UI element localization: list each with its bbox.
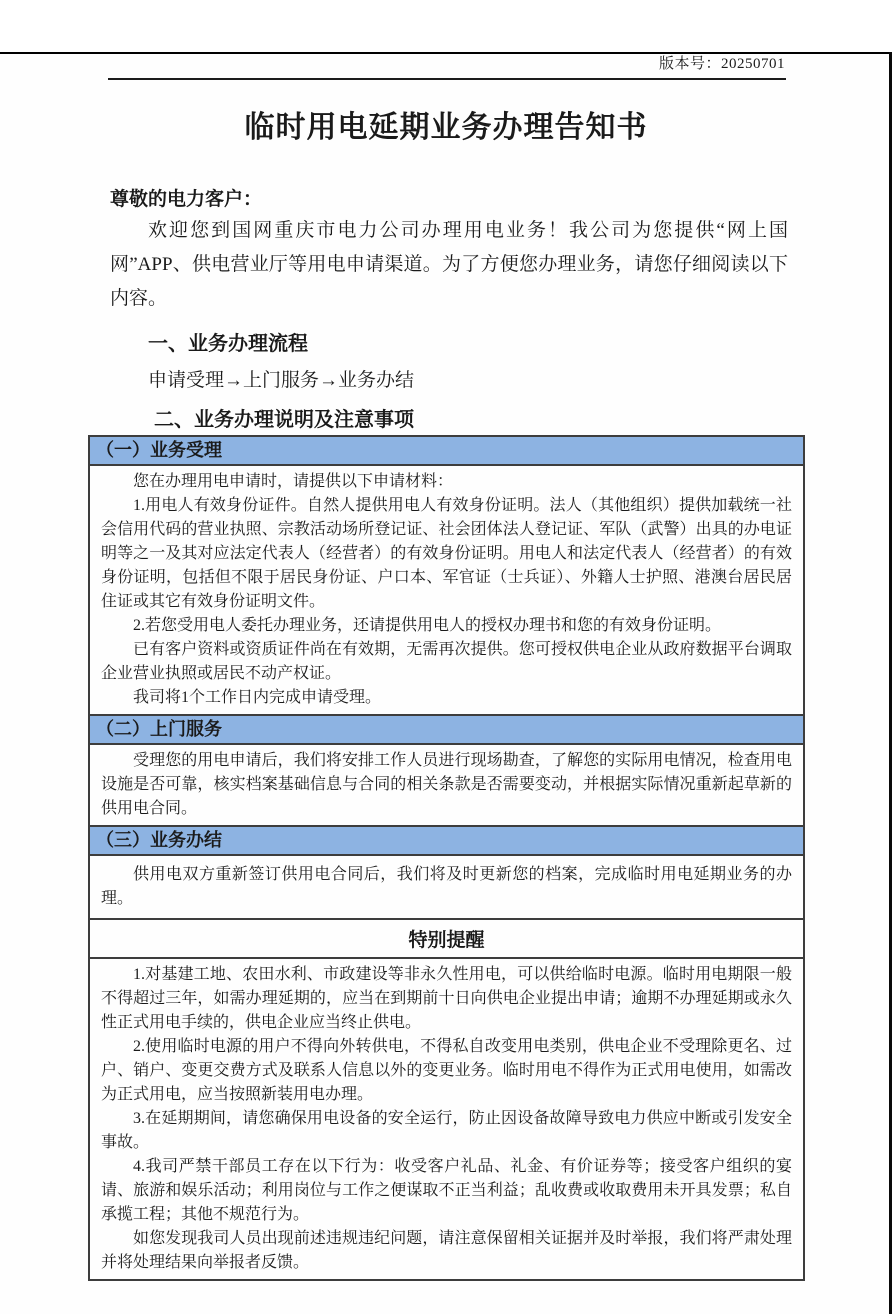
notice-table xyxy=(88,435,805,1281)
paragraph: 4.我司严禁干部员工存在以下行为：收受客户礼品、礼金、有价证券等；接受客户组织的宴请、旅游和娱乐活动；利用岗位与工作之便谋取不正当利益；乱收费或收取费用未开具发票；私自承揽工程；其他不规范行为。 xyxy=(101,1158,792,1223)
paragraph: 2.使用临时电源的用户不得向外转供电，不得私自改变用电类别，供电企业不受理除更名、过户、销户、变更交费方式及联系人信息以外的变更业务。临时用电不得作为正式用电使用，如需改为正式用电，应当按照新装用电办理。 xyxy=(101,1038,792,1103)
section-body-acceptance xyxy=(90,466,803,716)
paragraph: 3.在延期期间，请您确保用电设备的安全运行，防止因设备故障导致电力供应中断或引发安全事故。 xyxy=(101,1110,792,1151)
paragraph: 如您发现我司人员出现前述违规违纪问题，请注意保留相关证据并及时举报，我们将严肃处理并将处理结果向举报者反馈。 xyxy=(101,1230,792,1271)
paragraph: 2.若您受用电人委托办理业务，还请提供用电人的授权办理书和您的有效身份证明。 xyxy=(133,617,722,634)
section-body-completion xyxy=(90,856,803,920)
section-header-completion: （三）业务办结 xyxy=(90,827,803,856)
section-header-acceptance: （一）业务受理 xyxy=(90,437,803,466)
paragraph: 您在办理用电申请时，请提供以下申请材料： xyxy=(133,473,454,490)
special-notice-body xyxy=(90,959,803,1279)
process-flow-text: 申请受理→上门服务→业务办结 xyxy=(148,370,415,391)
paragraph: 1.用电人有效身份证件。自然人提供用电人有效身份证明。法人（其他组织）提供加载统一社会信用代码的营业执照、宗教活动场所登记证、社会团体法人登记证、军队（武警）出具的办电证明等之一及其对应法定代表人（经营者）的有效身份证明。用电人和法定代表人（经营者）的有效身份证明，包括但不限于居民身份证、户口本、军官证（士兵证）、外籍人士护照、港澳台居民居住证或其它有效身份证明文件。 xyxy=(101,497,792,610)
header-rule xyxy=(108,78,786,80)
paragraph: 1.对基建工地、农田水利、市政建设等非永久性用电，可以供给临时电源。临时用电期限一般不得超过三年，如需办理延期的，应当在到期前十日向供电企业提出申请；逾期不办理延期或永久性正式用电手续的，供电企业应当终止供电。 xyxy=(101,966,792,1031)
paragraph: 供用电双方重新签订供用电合同后，我们将及时更新您的档案，完成临时用电延期业务的办理。 xyxy=(101,866,792,907)
version-label: 版本号：20250701 xyxy=(658,56,785,72)
paragraph: 受理您的用电申请后，我们将安排工作人员进行现场勘查，了解您的实际用电情况，检查用电设施是否可靠，核实档案基础信息与合同的相关条款是否需要变动，并根据实际情况重新起草新的供用电合同。 xyxy=(101,752,792,817)
greeting-line: 尊敬的电力客户： xyxy=(110,189,263,210)
section-body-onsite-service xyxy=(90,745,803,827)
paragraph: 已有客户资料或资质证件尚在有效期，无需再次提供。您可授权供电企业从政府数据平台调取企业营业执照或居民不动产权证。 xyxy=(101,641,792,682)
section-heading-process: 一、业务办理流程 xyxy=(148,333,308,355)
section-heading-notes: 二、业务办理说明及注意事项 xyxy=(154,409,414,431)
page-title: 临时用电延期业务办理告知书 xyxy=(244,111,648,144)
intro-paragraph: 欢迎您到国网重庆市电力公司办理用电业务！我公司为您提供“网上国网”APP、供电营业厅等用电申请渠道。为了方便您办理业务，请您仔细阅读以下内容。 xyxy=(110,220,788,309)
special-notice-header: 特别提醒 xyxy=(90,920,803,959)
document-page xyxy=(0,52,892,1314)
paragraph: 我司将1个工作日内完成申请受理。 xyxy=(133,689,382,706)
section-header-onsite-service: （二）上门服务 xyxy=(90,716,803,745)
scan-edge-top xyxy=(0,52,892,54)
